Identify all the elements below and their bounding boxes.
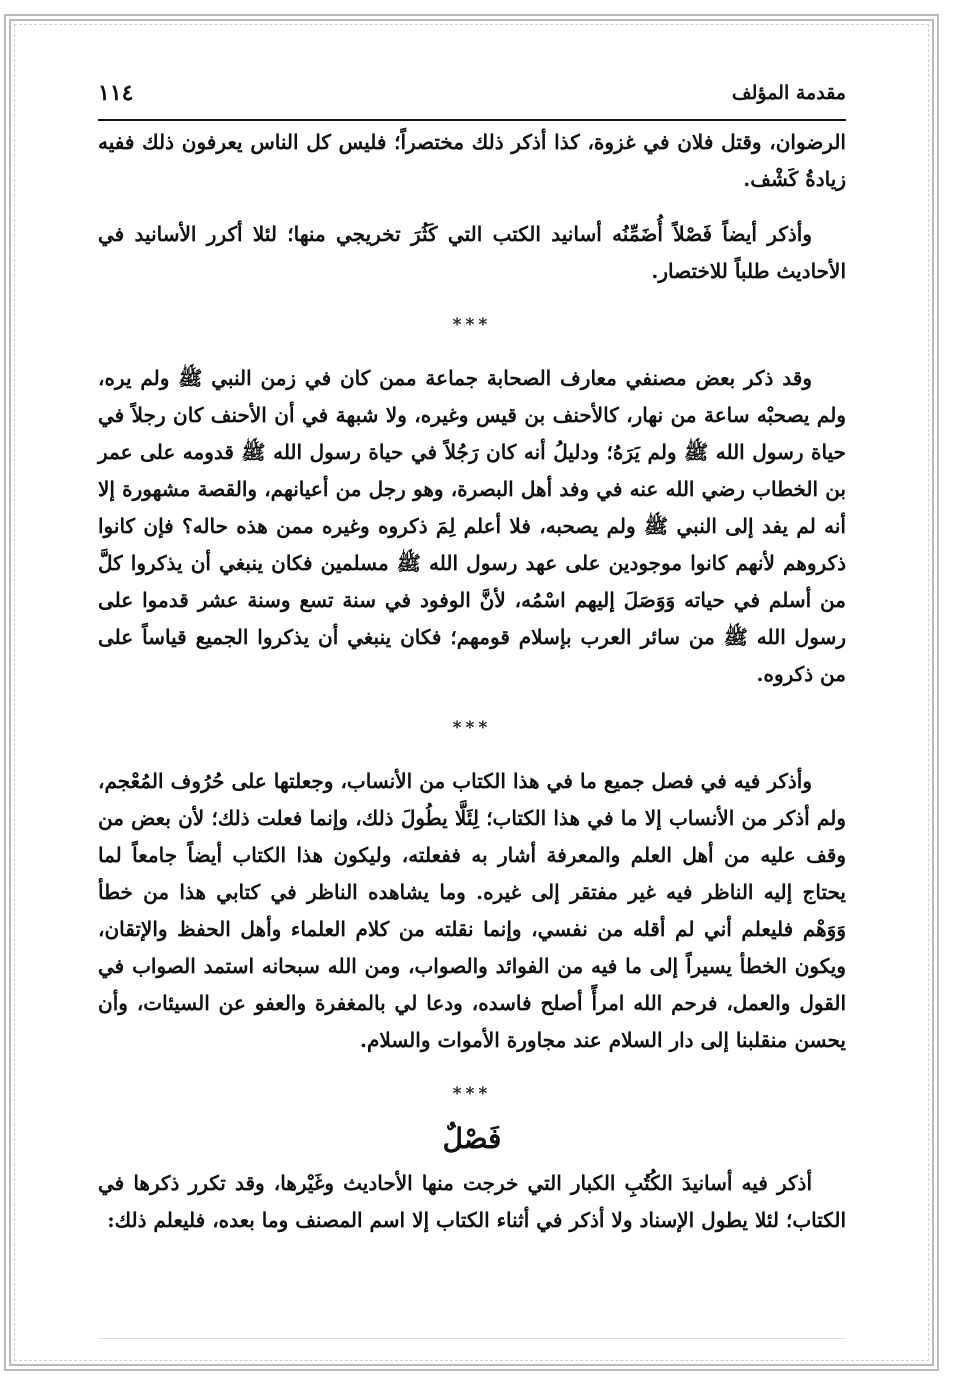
separator-3: *** (452, 1084, 492, 1104)
paragraph-5: أذكر فيه أسانيدَ الكُتُبِ الكبار التي خرجت منها الأحاديث وغَيْرها، وقد تكرر ذكرها في الكتاب؛ لئلا يطول الإسناد ولا أذكر في أثناء الكتاب إلا اسم المصنف وما بعده، فليعلم ذلك: (98, 1171, 846, 1232)
section-heading: فَصْلٌ (442, 1122, 502, 1155)
page-body (98, 124, 846, 1314)
paragraph-3: وقد ذكر بعض مصنفي معارف الصحابة جماعة ممن كان في زمن النبي ﷺ ولم يره، ولم يصحبْه ساعة من نهار، كالأحنف بن قيس وغيره، ولا شبهة في أن الأحنف كان رجلاً في حياة رسول الله ﷺ ولم يَرَهُ؛ ودليلُ أنه كان رَجُلاً في حياة رسول الله ﷺ قدومه على عمر بن الخطاب رضي الله عنه في وفد أهل البصرة، وهو رجل من أعيانهم، والقصة مشهورة إلا أنه لم يفد إلى النبي ﷺ ولم يصحبه، فلا أعلم لِمَ ذكروه وغيره ممن هذه حاله؟ فإن كانوا ذكروهم لأنهم كانوا موجودين على عهد رسول الله ﷺ مسلمين فكان ينبغي أن يذكروا كلَّ من أسلم في حياته وَوَصَلَ إليهم اسْمُه، لأنَّ الوفود في سنة تسع وسنة عشر قدموا على رسول الله ﷺ من سائر العرب بإسلام قومهم؛ فكان ينبغي أن يذكروا الجميع قياساً على من ذكروه. (98, 366, 846, 686)
page-number: ١١٤ (98, 80, 134, 106)
header-rule (98, 119, 846, 121)
paragraph-4: وأذكر فيه في فصل جميع ما في هذا الكتاب من الأنساب، وجعلتها على حُرُوف المُعْجم، ولم أذكر من الأنساب إلا ما في هذا الكتاب؛ لِئَلَّا يطُولَ ذلك، وإنما فعلت ذلك؛ لأن بعض من وقف عليه من أهل العلم والمعرفة أشار به ففعلته، وليكون هذا الكتاب أيضاً جامعاً لما يحتاج إليه الناظر فيه غير مفتقر إلى غيره. وما يشاهده الناظر في كتابي هذا من خطأ وَوَهْم فليعلم أني لم أقله من نفسي، وإنما نقلته من كلام العلماء وأهل الحفظ والإتقان، ويكون الخطأ يسيراً إلى ما فيه من الفوائد والصواب، ومن الله سبحانه استمد الصواب في القول والعمل، فرحم الله امرأً أصلح فاسده، ودعا لي بالمغفرة والعفو عن السيئات، وأن يحسن منقلبنا إلى دار السلام عند مجاورة الأموات والسلام. (98, 769, 846, 1052)
paragraph-gap (98, 290, 846, 306)
separator-2: *** (452, 718, 492, 738)
running-title: مقدمة المؤلف (731, 82, 846, 104)
paragraph-gap (98, 198, 846, 216)
paragraph-gap (98, 1059, 846, 1075)
paragraph-gap (98, 747, 846, 763)
bottom-rule (98, 1338, 846, 1339)
paragraph-gap (98, 344, 846, 360)
paragraph-2: وأذكر أيضاً فَصْلاً أُضَمِّنُه أسانيد الكتب التي كَثُرَ تخريجي منها؛ لئلا أكرر الأسانيد في الأحاديث طلباً للاختصار. (98, 222, 846, 283)
page-header (98, 76, 846, 116)
paragraph-1: الرضوان، وقتل فلان في غزوة، كذا أذكر ذلك مختصراً؛ فليس كل الناس يعرفون ذلك ففيه زيادةُ كَشْف. (98, 130, 846, 191)
paragraph-gap (98, 693, 846, 709)
separator-1: *** (452, 315, 492, 335)
